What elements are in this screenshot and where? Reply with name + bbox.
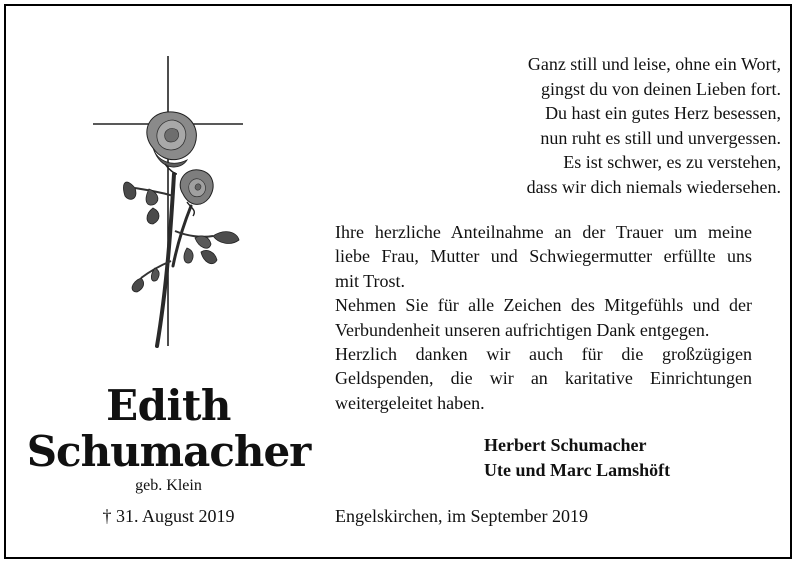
notice-frame xyxy=(4,4,792,559)
death-date: † 31. August 2019 xyxy=(102,506,235,526)
message-line: mit Trost. xyxy=(335,270,406,291)
poem-line: Es ist schwer, es zu verstehen, xyxy=(563,152,781,173)
signatures xyxy=(484,433,764,483)
cross-with-rose-icon xyxy=(91,56,246,351)
message-line: Nehmen Sie für alle Zeichen des Mitgefühls und der xyxy=(335,295,752,316)
message-line: Ihre herzliche Anteilnahme an der Trauer um meine xyxy=(335,222,752,242)
poem-line: nun ruht es still und unvergessen. xyxy=(540,127,781,148)
message-line: liebe Frau, Mutter und Schwiegermutter erfüllte uns xyxy=(335,246,752,267)
maiden-name: geb. Klein xyxy=(135,477,202,494)
message-line: Geldspenden, die wir an karitative Einrichtungen xyxy=(335,368,752,389)
poem-line: Du hast ein gutes Herz besessen, xyxy=(545,103,781,124)
poem xyxy=(426,52,781,200)
poem-line: gingst du von deinen Lieben fort. xyxy=(541,78,781,99)
message-line: Herzlich danken wir auch für die großzügigen xyxy=(335,343,752,364)
signature-line: Herbert Schumacher xyxy=(484,435,647,455)
poem-line: Ganz still und leise, ohne ein Wort, xyxy=(527,54,781,74)
deceased-last-name: Schumacher xyxy=(26,427,311,476)
message-line: Verbundenheit unseren aufrichtigen Dank entgegen. xyxy=(335,319,710,340)
poem-line: dass wir dich niemals wiedersehen. xyxy=(526,176,781,197)
message-line: weitergeleitet haben. xyxy=(335,392,485,413)
deceased-first-name: Edith xyxy=(106,381,231,430)
place-and-date: Engelskirchen, im September 2019 xyxy=(335,506,588,526)
thank-you-message xyxy=(335,220,752,415)
signature-line: Ute und Marc Lamshöft xyxy=(484,460,671,480)
